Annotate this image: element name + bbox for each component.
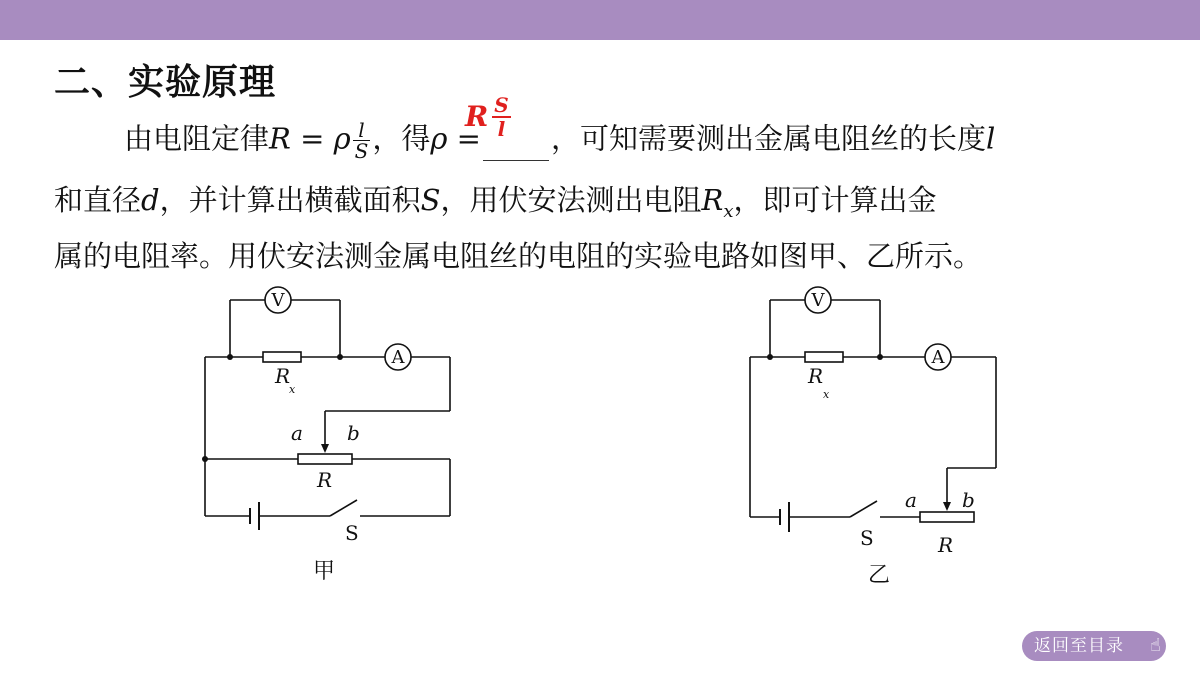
rheostat-label: R — [317, 468, 333, 492]
slider-b-label: b — [962, 488, 975, 512]
slider-a-label: a — [905, 488, 917, 512]
rx-resistor — [263, 352, 301, 362]
fraction-numerator: l — [353, 120, 371, 141]
caption-jia: 甲 — [313, 559, 336, 584]
fraction-denominator: S — [354, 139, 369, 163]
line2-c: ，用伏安法测出电阻 — [440, 183, 702, 217]
paragraph-line-3: 属的电阻率。用伏安法测金属电阻丝的电阻的实验电路如图甲、乙所示。 — [54, 239, 983, 273]
slider-b-label: b — [347, 421, 360, 445]
answer-fraction — [492, 94, 510, 140]
answer-numerator: S — [494, 93, 509, 117]
diameter-var: d — [141, 183, 160, 217]
answer-denominator: l — [497, 117, 506, 141]
voltmeter-label: V — [271, 290, 285, 311]
answer-r: R — [464, 100, 489, 133]
caption-yi: 乙 — [868, 563, 891, 588]
header-bar — [0, 0, 1200, 40]
rx-label: R — [808, 364, 824, 388]
rheostat-label: R — [938, 533, 954, 557]
rx-sub-label: x — [823, 388, 830, 401]
rho-equals: ρ = — [430, 121, 481, 156]
switch-label: S — [345, 521, 359, 545]
paragraph-line-1 — [54, 93, 1164, 163]
switch-icon — [850, 501, 877, 517]
back-to-contents-label: 返回至目录 — [1034, 636, 1124, 656]
rx-base: R — [701, 183, 724, 217]
circuit-diagram-yi — [740, 280, 1010, 590]
section-title: 二、实验原理 — [54, 62, 277, 103]
slider-arrow — [321, 444, 329, 453]
rheostat — [298, 454, 352, 464]
slider-arrow — [943, 502, 951, 511]
rx-sub-label: x — [289, 383, 296, 396]
switch-label: S — [860, 526, 874, 550]
area-var: S — [420, 183, 441, 217]
line2-a: 和直径 — [54, 183, 142, 217]
fraction-l-over-s — [353, 120, 371, 161]
rx-resistor — [805, 352, 843, 362]
back-to-contents-button[interactable] — [1022, 631, 1166, 661]
rx-label: R — [275, 364, 291, 388]
rheostat — [920, 512, 974, 522]
answer-blank — [464, 93, 549, 161]
length-var: l — [985, 121, 996, 156]
ammeter-label: A — [391, 347, 405, 368]
paragraph-line-2 — [54, 184, 1164, 228]
voltmeter-label: V — [811, 290, 825, 311]
line1-lead: 由电阻定律 — [124, 121, 270, 156]
pointer-hand-icon: ☝ — [1150, 635, 1162, 656]
switch-icon — [330, 500, 357, 516]
rx-var — [701, 183, 734, 222]
line1-mid: ，得 — [372, 121, 431, 156]
ammeter-label: A — [931, 347, 945, 368]
slider-a-label: a — [291, 421, 303, 445]
circuit-diagram-jia — [195, 280, 465, 590]
line2-e: ，即可计算出金 — [733, 183, 937, 217]
formula-lhs: R = ρ — [269, 121, 351, 156]
answer-formula — [465, 94, 511, 140]
rx-sub: x — [723, 200, 734, 222]
line1-tail: ，可知需要测出金属电阻丝的长度 — [550, 121, 986, 156]
line2-b: ，并计算出横截面积 — [159, 183, 421, 217]
